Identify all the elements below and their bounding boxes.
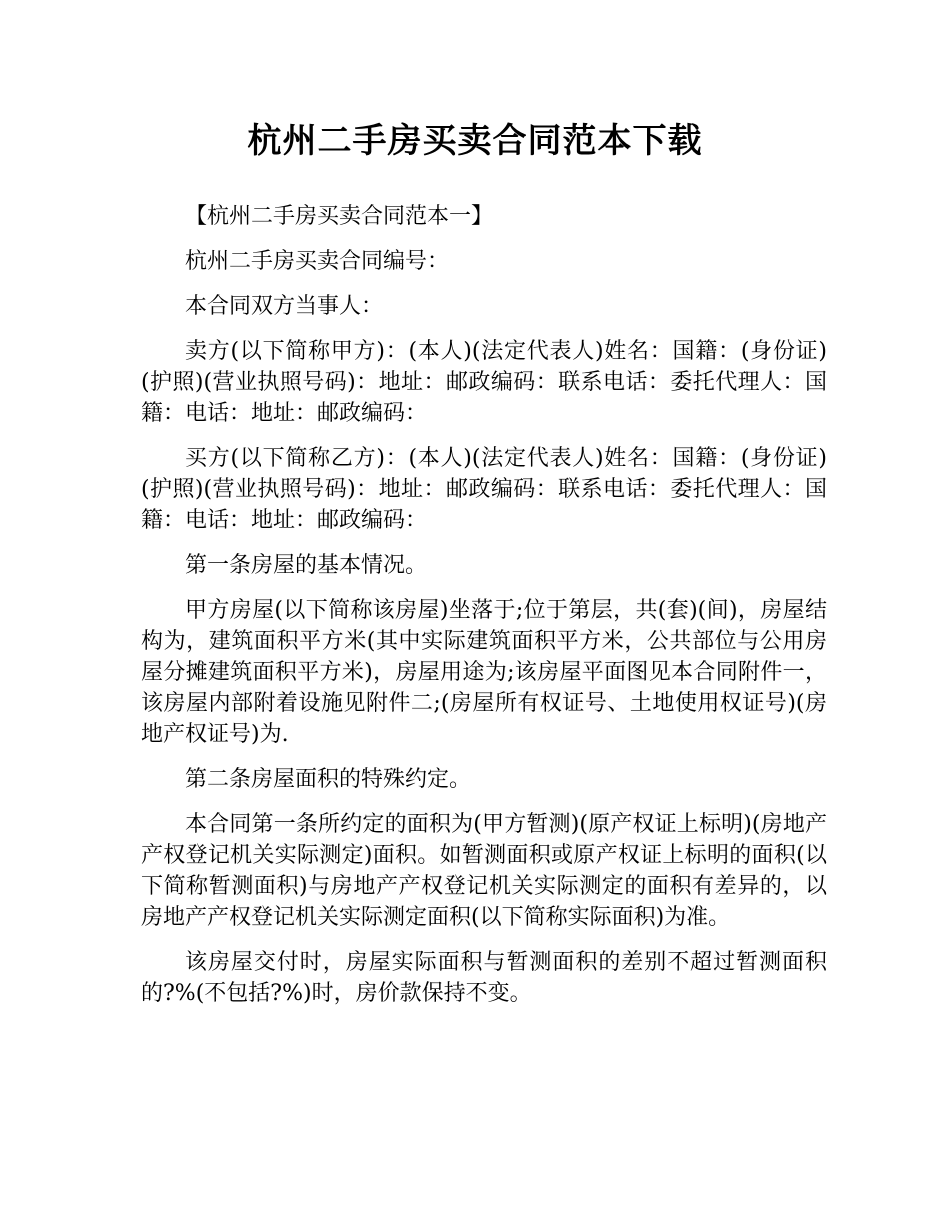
article-2-body: 本合同第一条所约定的面积为(甲方暂测)(原产权证上标明)(房地产产权登记机关实际测定)面积。如暂测面积或原产权证上标明的面积(以下简称暂测面积)与房地产产权登记机关实际测定的面积有差异的，以房地产产权登记机关实际测定面积(以下简称实际面积)为准。 [141, 812, 827, 930]
article-2-heading: 第二条房屋面积的特殊约定。 [185, 767, 472, 792]
section-heading: 【杭州二手房买卖合同范本一】 [185, 204, 494, 229]
document-title: 杭州二手房买卖合同范本下载 [247, 121, 703, 161]
seller-info: 卖方(以下简称甲方)：(本人)(法定代表人)姓名：国籍：(身份证)(护照)(营业执照号码)：地址：邮政编码：联系电话：委托代理人：国籍：电话：地址：邮政编码： [141, 339, 827, 426]
parties-intro: 本合同双方当事人： [185, 294, 384, 319]
document-body [141, 201, 827, 1023]
contract-number-line: 杭州二手房买卖合同编号： [185, 249, 450, 274]
article-1-heading: 第一条房屋的基本情况。 [185, 553, 428, 578]
buyer-info: 买方(以下简称乙方)：(本人)(法定代表人)姓名：国籍：(身份证)(护照)(营业执照号码)：地址：邮政编码：联系电话：委托代理人：国籍：电话：地址：邮政编码： [141, 446, 827, 533]
article-1-body: 甲方房屋(以下简称该房屋)坐落于;位于第层，共(套)(间)，房屋结构为，建筑面积平方米(其中实际建筑面积平方米，公共部位与公用房屋分摊建筑面积平方米)，房屋用途为;该房屋平面图见本合同附件一，该房屋内部附着设施见附件二;(房屋所有权证号、土地使用权证号)(房地产权证号)为. [141, 598, 827, 747]
article-2-clause: 该房屋交付时，房屋实际面积与暂测面积的差别不超过暂测面积的?%(不包括?%)时，房价款保持不变。 [141, 950, 827, 1006]
